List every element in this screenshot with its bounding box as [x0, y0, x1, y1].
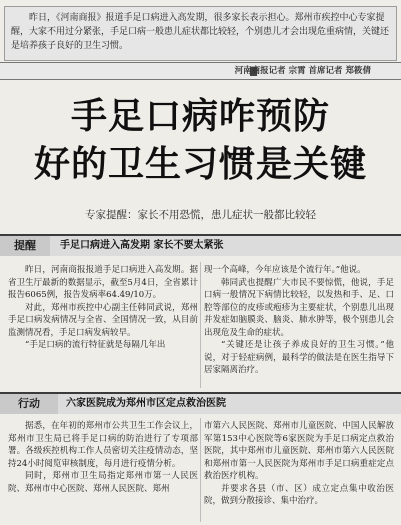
lead-box — [4, 6, 397, 61]
section-header-remind — [0, 234, 401, 256]
headline-line-2: 好的卫生习惯是关键 — [33, 143, 367, 185]
paragraph: 现一个高峰，今年应该是个流行年。”他说。 — [204, 265, 366, 275]
section-header-action — [0, 392, 401, 414]
byline-bar — [0, 62, 401, 80]
lead-text: 昨日，《河南商报》报道手足口病进入高发期，很多家长表示担心。郑州市疾控中心专家提醒，大家不用过分紧张，手足口病一般患儿症状都比较轻，个别患儿才会出现危重病情，关键还是培养孩子良好的卫生习惯。 — [11, 13, 390, 51]
headline-line-1: 手足口病咋预防 — [70, 95, 330, 137]
section1-right-column — [204, 264, 394, 392]
section2-right-column — [204, 420, 394, 523]
byline-text: 河南商报记者 宗霄 首席记者 郑筱倩 — [234, 66, 371, 76]
paragraph: 市第六人民医院、郑州市儿童医院、中国人民解放军第153中心医院等6家医院为手足口病定点救治医院，其中郑州市儿童医院、郑州市第六人民医院和郑州市第一人民医院为郑州市手足口病重症定点救治医疗机构。 — [204, 421, 394, 481]
paragraph: “手足口病的流行特征就是每隔几年出 — [25, 340, 166, 350]
paragraph: 韩同武也提醒广大市民不要惊慌，他说，手足口病一般情况下病情比较轻，以发热和手、足、口腔等部位的皮疹或疱疹为主要症状，个别患儿出现并发症如脑膜炎、脑炎、肺水肿等，极个别患儿会出现危及生命的症状。 — [204, 277, 394, 338]
section-tag: 行动 — [0, 394, 58, 414]
subtitle: 专家提醒：家长不用恐慌，患儿症状一般都比较轻 — [85, 209, 316, 221]
paragraph: 对此，郑州市疾控中心副主任韩同武说，郑州手足口病发病情况与全省、全国情况一致，从目前监测情况看，手足口病发病较早。 — [8, 302, 198, 338]
column-divider — [200, 418, 201, 522]
paragraph: 并要求各县（市、区）成立定点集中收治医院，做到分散接诊、集中治疗。 — [204, 483, 394, 506]
section-title: 手足口病进入高发期 家长不要太紧张 — [60, 240, 224, 251]
section-title: 六家医院成为郑州市区定点救治医院 — [66, 398, 226, 409]
paragraph: 昨日，河南商报报道手足口病进入高发期。据省卫生厅最新的数据显示，截至5月4日，全省累计报告6065例，报告发病率64.49/10万。 — [8, 265, 198, 300]
paragraph: 据悉，在年初的郑州市公共卫生工作会议上，郑州市卫生局已将手足口病的防治进行了专项部署。各级疾控机构工作人员密切关注疫情动态，坚持24小时阅览审核制度，每月进行疫情分析。 — [8, 421, 198, 469]
paragraph: “关键还是让孩子养成良好的卫生习惯。”他说，对于轻症病例，最科学的做法是在医生指导下居家隔离治疗。 — [204, 340, 394, 375]
section-tag: 提醒 — [0, 236, 50, 256]
column-divider — [200, 262, 201, 388]
paragraph: 同时，郑州市卫生局指定郑州市第一人民医院、郑州市中心医院、郑州人民医院、郑州 — [8, 471, 198, 494]
section2-left-column — [8, 420, 198, 523]
section1-left-column — [8, 264, 198, 392]
